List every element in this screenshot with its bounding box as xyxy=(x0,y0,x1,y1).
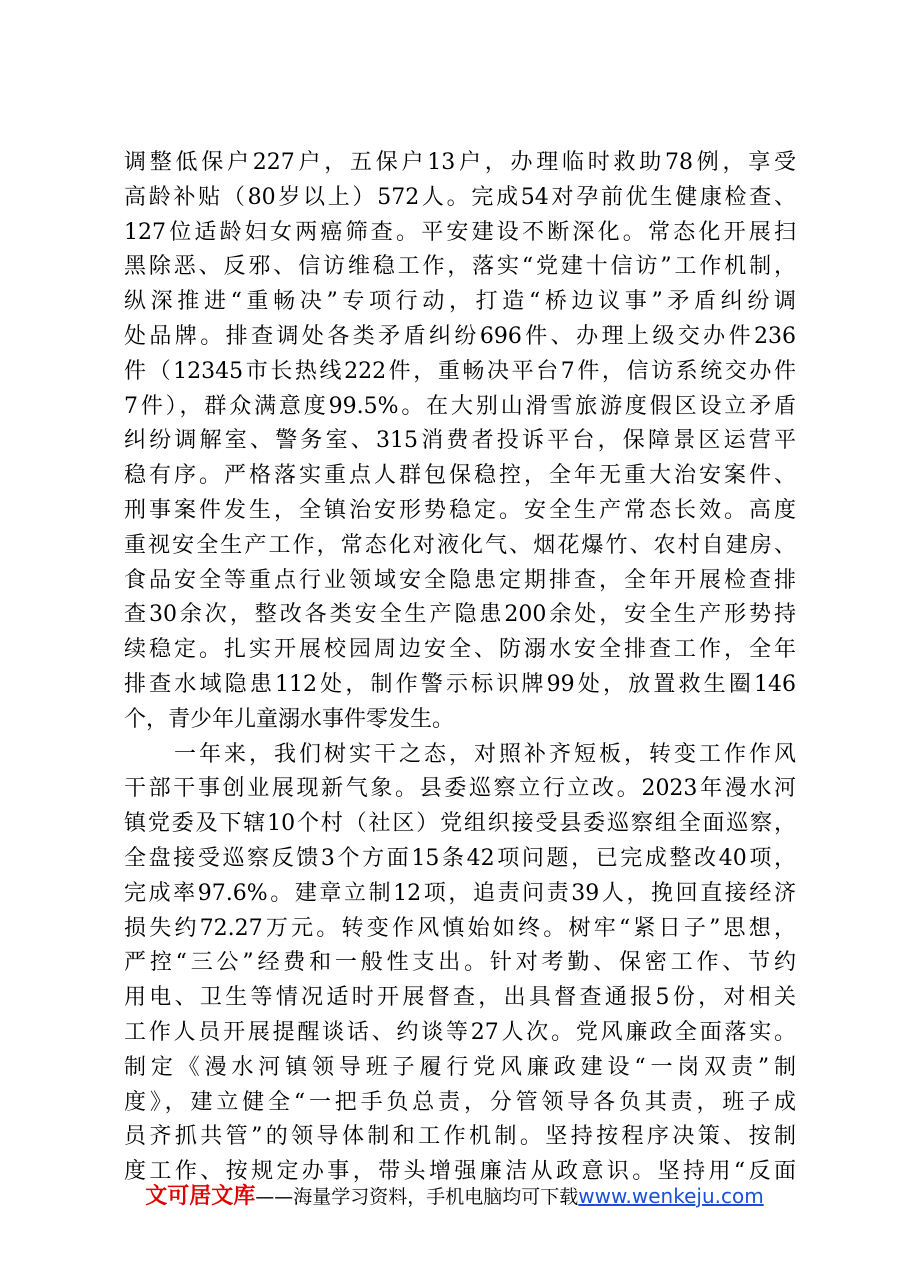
text-line: 损失约72.27万元。转变作风慎始如终。树牢“紧日子”思想， xyxy=(124,915,796,941)
text-line: 员齐抓共管”的领导体制和工作机制。坚持按程序决策、按制 xyxy=(124,1124,796,1150)
text-line: 严控“三公”经费和一般性支出。针对考勤、保密工作、节约 xyxy=(124,950,796,976)
text-line: 度工作、按规定办事，带头增强廉洁从政意识。坚持用“反面 xyxy=(124,1159,796,1185)
text-line: 续稳定。扎实开展校园周边安全、防溺水安全排查工作，全年 xyxy=(124,637,796,663)
text-line: 镇党委及下辖10个村（社区）党组织接受县委巡察组全面巡察， xyxy=(124,811,796,837)
text-line: 食品安全等重点行业领域安全隐患定期排查，全年开展检查排 xyxy=(124,567,796,593)
text-line: 7件），群众满意度99.5%。在大别山滑雪旅游度假区设立矛盾 xyxy=(124,393,796,419)
text-line: 127位适龄妇女两癌筛查。平安建设不断深化。常态化开展扫 xyxy=(124,219,796,245)
text-line: 度》，建立健全“一把手负总责，分管领导各负其责，班子成 xyxy=(124,1089,796,1115)
footer-tagline: ——海量学习资料，手机电脑均可下载 xyxy=(255,1186,579,1208)
document-body xyxy=(124,146,796,1190)
text-line: 稳有序。严格落实重点人群包保稳控，全年无重大治安案件、 xyxy=(124,463,796,489)
text-line: 工作人员开展提醒谈话、约谈等27人次。党风廉政全面落实。 xyxy=(124,1019,796,1045)
text-line: 件（12345市长热线222件，重畅决平台7件，信访系统交办件 xyxy=(124,358,796,384)
text-line: 查30余次，整改各类安全生产隐患200余处，安全生产形势持 xyxy=(124,602,796,628)
text-line: 黑除恶、反邪、信访维稳工作，落实“党建十信访”工作机制， xyxy=(124,254,796,280)
text-line: 干部干事创业展现新气象。县委巡察立行立改。2023年漫水河 xyxy=(124,776,796,802)
text-line: 处品牌。排查调处各类矛盾纠纷696件、办理上级交办件236 xyxy=(124,323,796,349)
text-line: 纠纷调解室、警务室、315消费者投诉平台，保障景区运营平 xyxy=(124,428,796,454)
footer-site-link[interactable]: www.wenkeju.com xyxy=(578,1184,764,1208)
text-line: 完成率97.6%。建章立制12项，追责问责39人，挽回直接经济 xyxy=(124,880,796,906)
text-line: 排查水域隐患112处，制作警示标识牌99处，放置救生圈146 xyxy=(124,671,796,697)
text-line: 个，青少年儿童溺水事件零发生。 xyxy=(124,706,455,732)
text-line: 制定《漫水河镇领导班子履行党风廉政建设“一岗双责”制 xyxy=(124,1054,796,1080)
text-line: 高龄补贴（80岁以上）572人。完成54对孕前优生健康检查、 xyxy=(124,184,796,210)
footer-brand: 文可居文库 xyxy=(145,1184,256,1209)
text-line: 全盘接受巡察反馈3个方面15条42项问题，已完成整改40项， xyxy=(124,845,796,871)
footer-banner xyxy=(0,1176,909,1217)
text-line: 重视安全生产工作，常态化对液化气、烟花爆竹、农村自建房、 xyxy=(124,532,796,558)
text-line: 用电、卫生等情况适时开展督查，出具督查通报5份，对相关 xyxy=(124,985,796,1011)
text-line: 纵深推进“重畅决”专项行动，打造“桥边议事”矛盾纠纷调 xyxy=(124,289,796,315)
text-line: 调整低保户227户，五保户13户，办理临时救助78例，享受 xyxy=(124,150,796,175)
text-line: 刑事案件发生，全镇治安形势稳定。安全生产常态长效。高度 xyxy=(124,497,796,523)
text-line: 一年来，我们树实干之态，对照补齐短板，转变工作作风 xyxy=(124,741,796,767)
